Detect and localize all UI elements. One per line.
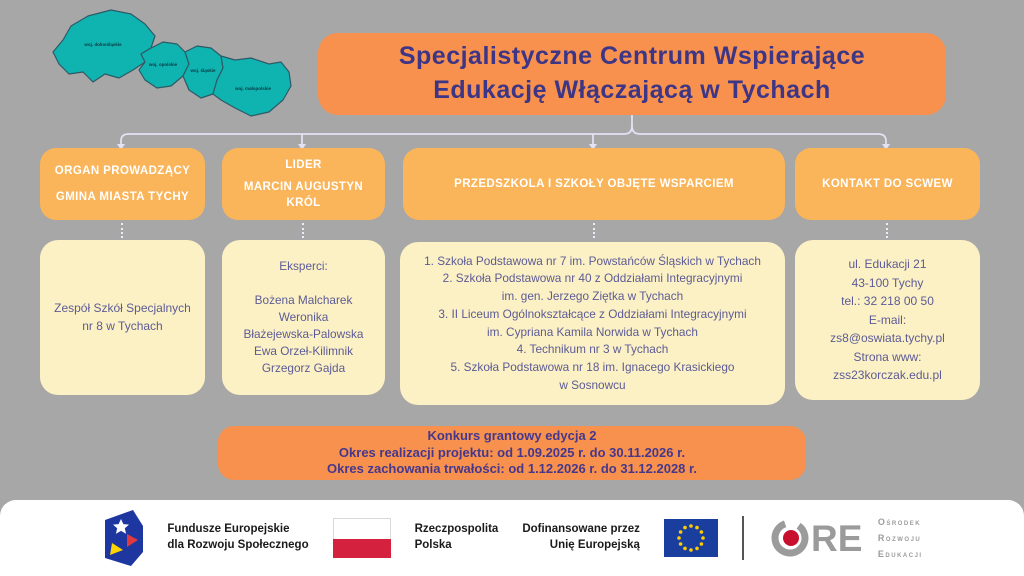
poland-flag-icon	[333, 518, 391, 558]
body-kontakt: ul. Edukacji 21 43-100 Tychy tel.: 32 218 00 50 E-mail: zs8@oswiata.tychy.pl Strona www: zss23korczak.edu.pl	[795, 240, 980, 400]
main-title	[318, 33, 946, 115]
ore-name-label: Ośrodek Rozwoju Edukacji	[877, 516, 923, 560]
dotted-connector	[886, 223, 888, 238]
poland-voivodeships-map	[33, 4, 303, 126]
dotted-connector	[593, 223, 595, 238]
map-label-slaskie: woj. śląskie	[190, 68, 216, 73]
svg-text:RE: RE	[810, 518, 863, 559]
header-przedszkola-szkoly: PRZEDSZKOLA I SZKOŁY OBJĘTE WSPARCIEM	[403, 148, 785, 220]
org-chart-connector	[0, 110, 1024, 152]
header-kontakt: KONTAKT DO SCWEW	[795, 148, 980, 220]
map-label-opolskie: woj. opolskie	[148, 62, 178, 67]
ore-logo-icon	[768, 515, 868, 561]
eu-funds-logo-icon	[101, 510, 143, 566]
body-eksperci: Eksperci: Bożena Malcharek Weronika Błażejewska-Palowska Ewa Orzeł-Kilimnik Grzegorz Gajda	[222, 240, 385, 395]
funding-logos-footer	[0, 500, 1024, 576]
body-lista-szkol: 1. Szkoła Podstawowa nr 7 im. Powstańców Śląskich w Tychach 2. Szkoła Podstawowa nr 40 z Oddziałami Integracyjnymi im. gen. Jerzego Ziętka w Tychach 3. II Liceum Ogólnokształcące z Oddziałami Integracyjnymi im. Cypriana Kamila Norwida w Tychach 4. Technikum nr 3 w Tychach 5. Szkoła Podstawowa nr 18 im. Ignacego Krasickiego w Sosnowcu	[400, 242, 785, 405]
map-label-dolnoslaskie: woj. dolnośląskie	[84, 42, 122, 47]
footer-divider	[742, 516, 744, 560]
eu-funds-label: Fundusze Europejskie dla Rozwoju Społecznego	[167, 523, 309, 551]
header-lider: LIDER MARCIN AUGUSTYN KRÓL	[222, 148, 385, 220]
dotted-connector	[302, 223, 304, 238]
ore-logo	[768, 514, 923, 563]
main-title-line1: Specjalistyczne Centrum Wspierające	[398, 42, 866, 71]
dotted-connector	[121, 223, 123, 238]
map-label-malopolskie: woj. małopolskie	[234, 86, 272, 91]
body-organ-prowadzacy: Zespół Szkół Specjalnych nr 8 w Tychach	[40, 240, 205, 395]
header-organ-prowadzacy: ORGAN PROWADZĄCY GMINA MIASTA TYCHY	[40, 148, 205, 220]
cofunded-by-eu-label: Dofinansowane przez Unię Europejską	[522, 523, 640, 551]
main-title-line2: Edukację Włączającą w Tychach	[433, 76, 831, 104]
project-period-banner: Konkurs grantowy edycja 2 Okres realizacji projektu: od 1.09.2025 r. do 30.11.2026 r. Okres zachowania trwałości: od 1.12.2026 r. do 31.12.2028 r.	[218, 426, 806, 480]
poland-label: Rzeczpospolita Polska	[414, 523, 499, 551]
eu-flag-icon	[664, 519, 718, 557]
